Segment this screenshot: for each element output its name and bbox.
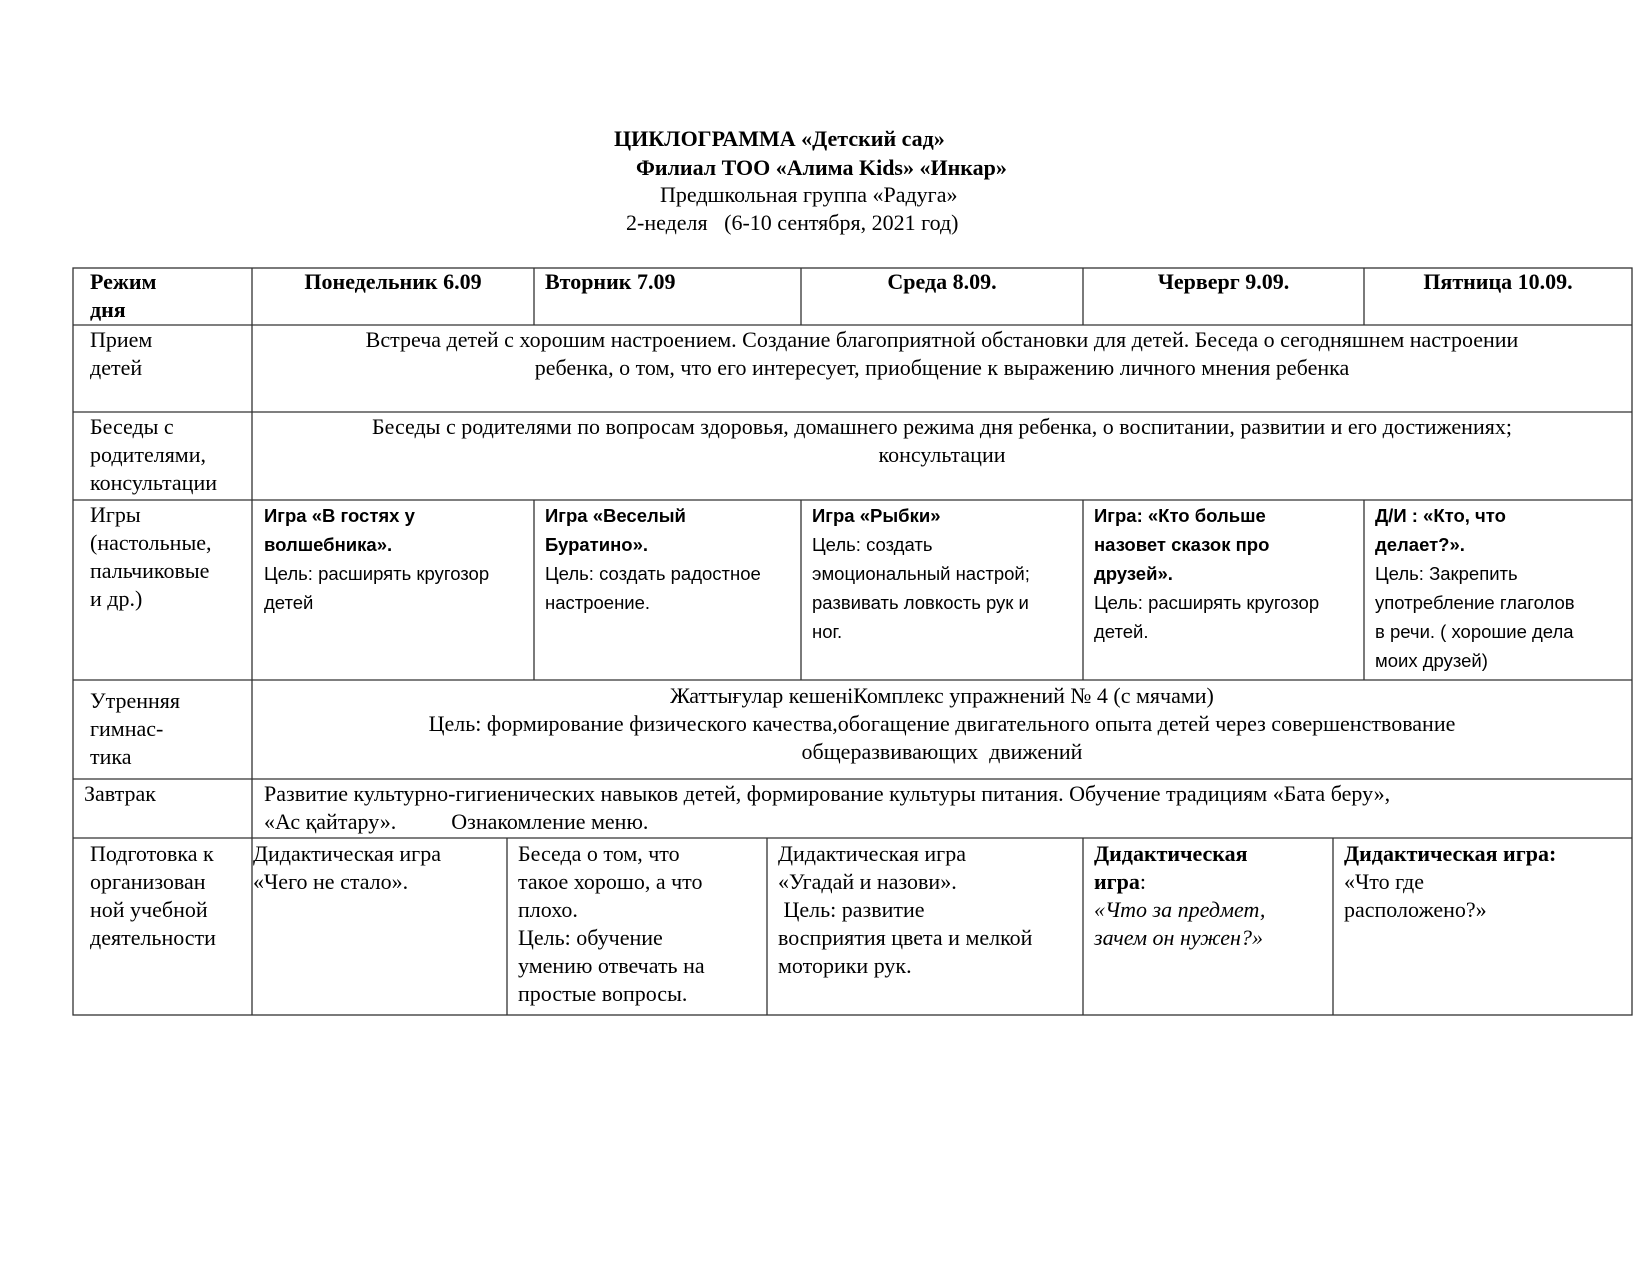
games-thu-title-l3: друзей». <box>1094 563 1173 584</box>
gym-text-l1: Жаттығулар кешеніКомплекс упражнений № 4 (с мячами) <box>670 683 1214 708</box>
prep-label-l3: ной учебной <box>90 897 208 922</box>
prep-thu-title-l1: Дидактическая <box>1094 841 1248 866</box>
group-text: Предшкольная группа «Радуга» <box>660 182 958 207</box>
games-mon-title-l1: Игра «В гостях у <box>264 505 415 526</box>
games-tue-title-l1: Игра «Веселый <box>545 505 686 526</box>
games-wed-body-l1: Цель: создать <box>812 534 933 555</box>
breakfast-label: Завтрак <box>84 781 156 806</box>
prep-thu-italic-l2: зачем он нужен?» <box>1094 925 1263 950</box>
prep-thu <box>1094 840 1332 952</box>
games-wed-body-l2: эмоциональный настрой; <box>812 563 1030 584</box>
prep-wed-l4: восприятия цвета и мелкой <box>778 925 1033 950</box>
prep-fri-l2: расположено?» <box>1344 897 1487 922</box>
breakfast-text-l2: «Ас қайтару». Ознакомление меню. <box>264 809 649 834</box>
prep-mon-l2: «Чего не стало». <box>253 869 409 894</box>
reception-label-l1: Прием <box>90 327 153 352</box>
talks-label-l1: Беседы с <box>90 414 174 439</box>
games-thu-title-l2: назовет сказок про <box>1094 534 1270 555</box>
games-tue-body-l2: настроение. <box>545 592 651 613</box>
games-mon-body-l2: детей <box>264 592 314 613</box>
head-fri: Пятница 10.09. <box>1423 269 1573 294</box>
prep-label-l2: организован <box>90 869 206 894</box>
prep-thu-colon: : <box>1139 869 1147 894</box>
prep-tue-l4: Цель: обучение <box>518 925 663 950</box>
prep-tue-l5: умению отвечать на <box>518 953 705 978</box>
reception-label <box>90 326 250 382</box>
talks-label-l2: родителями, <box>90 442 207 467</box>
head-regime <box>90 268 250 324</box>
games-thu-body-l1: Цель: расширять кругозор <box>1094 592 1320 613</box>
gym-label-l1: Утренняя <box>90 688 181 713</box>
games-fri-body-l1: Цель: Закрепить <box>1375 563 1518 584</box>
reception-text <box>252 326 1632 382</box>
prep-tue-l6: простые вопросы. <box>518 981 688 1006</box>
games-wed-body-l3: развивать ловкость рук и <box>812 592 1029 613</box>
head-thu: Черверг 9.09. <box>1157 269 1290 294</box>
games-fri-body-l3: в речи. ( хорошие дела <box>1375 621 1574 642</box>
prep-fri-l1: «Что где <box>1344 869 1425 894</box>
games-mon-title-l2: волшебника». <box>264 534 393 555</box>
prep-wed-l1: Дидактическая игра <box>778 841 966 866</box>
talks-label <box>90 413 252 497</box>
prep-thu-title-l2: игра <box>1094 869 1140 894</box>
games-thu-title-l1: Игра: «Кто больше <box>1094 505 1266 526</box>
games-thu-body-l2: детей. <box>1094 621 1149 642</box>
gym-text-l2: Цель: формирование физического качества,обогащение двигательного опыта детей через совершенствование <box>428 711 1456 736</box>
games-fri-body-l4: моих друзей) <box>1375 650 1488 671</box>
games-tue <box>545 501 799 617</box>
games-label-l3: пальчиковые <box>90 558 210 583</box>
week-text: 2-неделя (6-10 сентября, 2021 год) <box>626 210 959 235</box>
gym-label-l2: гимнас- <box>90 716 164 741</box>
title-line: ЦИКЛОГРАММА «Детский сад» <box>614 126 945 151</box>
games-tue-body-l1: Цель: создать радостное <box>545 563 761 584</box>
prep-wed-l5: моторики рук. <box>778 953 912 978</box>
gym-text-l3: общеразвивающих движений <box>801 739 1083 764</box>
games-mon-body-l1: Цель: расширять кругозор <box>264 563 490 584</box>
talks-text <box>252 413 1632 469</box>
games-label <box>90 501 252 613</box>
games-fri <box>1375 501 1631 675</box>
games-label-l2: (настольные, <box>90 530 212 555</box>
branch-text: Филиал ТОО «Алима Kids» «Инкар» <box>636 155 1007 180</box>
games-fri-title-l2: делает?». <box>1375 534 1465 555</box>
prep-wed-l3: Цель: развитие <box>778 897 925 922</box>
prep-label-l1: Подготовка к <box>90 841 214 866</box>
prep-thu-italic-l1: «Что за предмет, <box>1094 897 1266 922</box>
breakfast-text-l1: Развитие культурно-гигиенических навыков детей, формирование культуры питания. Обучение традициям «Бата беру», <box>264 781 1391 806</box>
head-wed: Среда 8.09. <box>887 269 997 294</box>
games-wed-body-l4: ног. <box>812 621 843 642</box>
gym-label <box>90 687 250 771</box>
games-wed <box>812 501 1082 646</box>
prep-tue-l2: такое хорошо, а что <box>518 869 703 894</box>
head-regime-l2: дня <box>90 297 126 322</box>
head-tue: Вторник 7.09 <box>545 269 676 294</box>
prep-mon-l1: Дидактическая игра <box>253 841 441 866</box>
prep-tue <box>518 840 766 1008</box>
games-tue-title-l2: Буратино». <box>545 534 649 555</box>
gym-label-l3: тика <box>90 744 132 769</box>
prep-label-l4: деятельности <box>90 925 216 950</box>
prep-fri <box>1344 840 1632 924</box>
head-mon: Понедельник 6.09 <box>304 269 482 294</box>
games-wed-title-l1: Игра «Рыбки» <box>812 505 941 526</box>
games-fri-title-l1: Д/И : «Кто, что <box>1375 505 1506 526</box>
prep-fri-title: Дидактическая игра: <box>1344 841 1557 866</box>
prep-mon <box>253 840 505 896</box>
prep-tue-l1: Беседа о том, что <box>518 841 680 866</box>
prep-label <box>90 840 252 952</box>
reception-text-l1: Встреча детей с хорошим настроением. Создание благоприятной обстановки для детей. Беседа о сегодняшнем настроении <box>365 327 1519 352</box>
prep-wed <box>778 840 1082 980</box>
games-thu <box>1094 501 1362 646</box>
games-label-l4: и др.) <box>90 586 143 611</box>
talks-text-l2: консультации <box>878 442 1006 467</box>
talks-text-l1: Беседы с родителями по вопросам здоровья, домашнего режима дня ребенка, о воспитании, развитии и его достижениях; <box>372 414 1512 439</box>
talks-label-l3: консультации <box>90 470 217 495</box>
games-label-l1: Игры <box>90 502 141 527</box>
gym-text <box>252 682 1632 766</box>
breakfast-text <box>264 780 1630 836</box>
prep-wed-l2: «Угадай и назови». <box>778 869 957 894</box>
reception-label-l2: детей <box>90 355 143 380</box>
games-fri-body-l2: употребление глаголов <box>1375 592 1575 613</box>
prep-tue-l3: плохо. <box>518 897 578 922</box>
games-mon <box>264 501 532 617</box>
reception-text-l2: ребенка, о том, что его интересует, приобщение к выражению личного мнения ребенка <box>534 355 1350 380</box>
head-regime-l1: Режим <box>90 269 157 294</box>
